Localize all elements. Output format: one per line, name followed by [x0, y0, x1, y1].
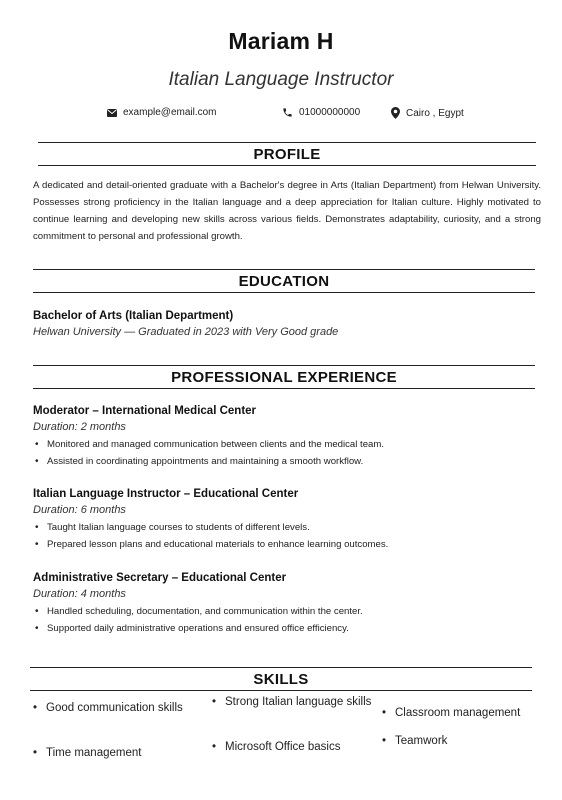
job-bullet: [33, 536, 533, 553]
skill-item: [212, 693, 385, 712]
resume-header: [0, 28, 562, 91]
bullet-icon: •: [35, 539, 39, 550]
skills-heading: SKILLS: [30, 667, 532, 691]
skill-item: [33, 699, 196, 718]
job-entry: [33, 572, 533, 637]
profile-heading: PROFILE: [38, 142, 536, 166]
education-degree: Bachelor of Arts (Italian Department): [33, 310, 234, 322]
job-bullet: [33, 436, 533, 453]
job-entry: [33, 488, 533, 553]
job-bullets: [33, 519, 533, 553]
skill-text: Classroom management: [395, 707, 521, 719]
skill-text: Time management: [46, 747, 142, 759]
email-text: example@email.com: [123, 107, 217, 118]
job-bullet-text: Supported daily administrative operations and ensured office efficiency.: [47, 623, 349, 634]
job-bullet: [33, 519, 533, 536]
job-bullet-text: Taught Italian language courses to students of different levels.: [47, 522, 310, 533]
job-bullets: [33, 603, 533, 637]
bullet-icon: •: [382, 735, 387, 747]
contact-phone[interactable]: [282, 107, 360, 118]
location-text: Cairo , Egypt: [406, 107, 464, 119]
map-pin-icon: [391, 107, 400, 119]
candidate-role: Italian Language Instructor: [168, 69, 394, 90]
job-title: Italian Language Instructor – Educational Center: [33, 488, 299, 500]
job-bullet: [33, 620, 533, 637]
skill-item: [382, 704, 560, 723]
job-bullet-text: Monitored and managed communication between clients and the medical team.: [47, 439, 385, 450]
job-bullet: [33, 603, 533, 620]
bullet-icon: •: [382, 707, 387, 719]
bullet-icon: •: [35, 623, 39, 634]
bullet-icon: •: [212, 741, 217, 753]
education-details: Helwan University — Graduated in 2023 with Very Good grade: [33, 326, 339, 338]
bullet-icon: •: [212, 696, 217, 708]
skills-list: [33, 693, 543, 773]
envelope-icon: [107, 109, 117, 117]
job-duration: Duration: 2 months: [33, 421, 126, 433]
skill-text: Teamwork: [395, 735, 448, 747]
job-bullet: [33, 453, 533, 470]
job-bullets: [33, 436, 533, 470]
contact-location: [391, 107, 464, 119]
job-bullet-text: Assisted in coordinating appointments and maintaining a smooth workflow.: [47, 456, 364, 467]
bullet-icon: •: [35, 456, 39, 467]
contact-email[interactable]: [107, 107, 217, 118]
skill-text: Strong Italian language skills: [225, 696, 372, 708]
bullet-icon: •: [33, 747, 38, 759]
job-title: Administrative Secretary – Educational Center: [33, 572, 287, 584]
job-entry: [33, 405, 533, 470]
skill-item: [382, 732, 545, 751]
skill-item: [212, 738, 385, 757]
education-entry: [33, 310, 533, 338]
bullet-icon: •: [35, 606, 39, 617]
candidate-name: Mariam H: [228, 28, 334, 54]
phone-icon: [282, 107, 293, 118]
job-duration: Duration: 6 months: [33, 504, 126, 516]
job-duration: Duration: 4 months: [33, 588, 126, 600]
experience-heading: PROFESSIONAL EXPERIENCE: [33, 365, 535, 389]
bullet-icon: •: [33, 702, 38, 714]
job-bullet-text: Handled scheduling, documentation, and communication within the center.: [47, 606, 363, 617]
education-heading: EDUCATION: [33, 269, 535, 293]
job-bullet-text: Prepared lesson plans and educational materials to enhance learning outcomes.: [47, 539, 389, 550]
skill-text: Good communication skills: [46, 702, 183, 714]
skill-item: [33, 744, 196, 763]
job-title: Moderator – International Medical Center: [33, 405, 257, 417]
phone-text: 01000000000: [299, 107, 361, 118]
skill-text: Microsoft Office basics: [225, 741, 341, 753]
bullet-icon: •: [35, 439, 39, 450]
profile-summary: A dedicated and detail-oriented graduate with a Bachelor's degree in Arts (Italian Department) from Helwan University. Possesses strong proficiency in the Italian language and a deep appreciation for Italian culture. Highly motivated to continue learning and developing new skills across various fields. Demonstrates adaptability, curiosity, and a strong commitment to personal and professional growth.: [33, 180, 541, 242]
bullet-icon: •: [35, 522, 39, 533]
